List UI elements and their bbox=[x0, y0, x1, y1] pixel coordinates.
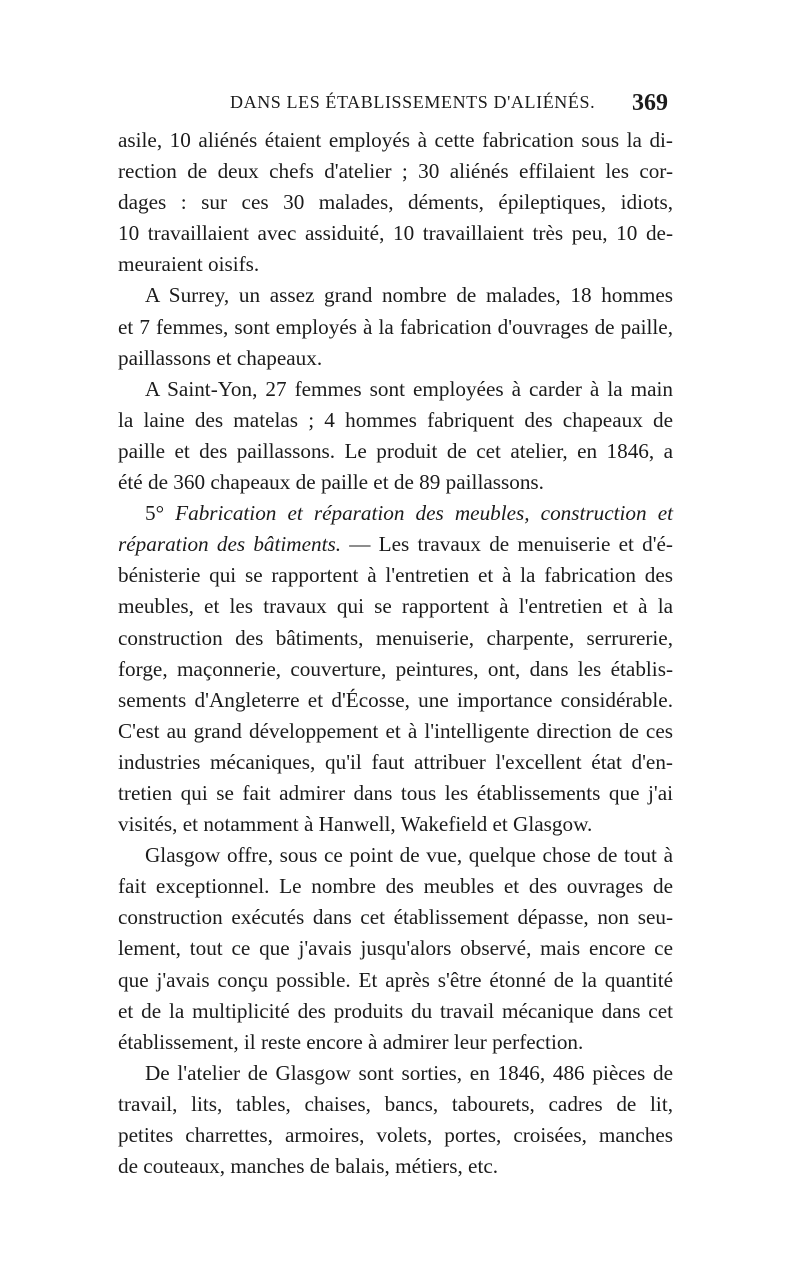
text-line: De l'atelier de Glasgow sont sorties, en 1846, 486 pièces de bbox=[145, 1060, 673, 1085]
text-line: meubles, et les travaux qui se rapportent à l'entretien et à la bbox=[118, 594, 673, 619]
text-line: visités, et notamment à Hanwell, Wakefield et Glasgow. bbox=[118, 812, 593, 837]
text-line: de couteaux, manches de balais, métiers, etc. bbox=[118, 1154, 499, 1179]
text-line: sements d'Angleterre et d'Écosse, une importance considérable. bbox=[118, 687, 673, 712]
page-number: 369 bbox=[632, 90, 668, 116]
text-line: forge, maçonnerie, couverture, peintures, ont, dans les établis- bbox=[118, 656, 673, 681]
text-line: bénisterie qui se rapportent à l'entretien et à la fabrication des bbox=[118, 563, 673, 588]
text-line: fait exceptionnel. Le nombre des meubles et des ouvrages de bbox=[118, 874, 673, 899]
section-heading-line bbox=[118, 498, 673, 529]
text-line: Glasgow offre, sous ce point de vue, quelque chose de tout à bbox=[145, 843, 673, 868]
text-line: rection de deux chefs d'atelier ; 30 aliénés effilaient les cor- bbox=[118, 159, 673, 184]
text-line: A Surrey, un assez grand nombre de malades, 18 hommes bbox=[145, 283, 673, 308]
text-line: été de 360 chapeaux de paille et de 89 paillassons. bbox=[118, 470, 544, 495]
section-number: 5° bbox=[145, 501, 176, 526]
text-line: établissement, il reste encore à admirer leur perfection. bbox=[118, 1029, 584, 1054]
body-text bbox=[118, 125, 673, 1182]
section-title-part: réparation des bâtiments. bbox=[118, 532, 342, 557]
text-line: construction exécutés dans cet établissement dépasse, non seu- bbox=[118, 905, 673, 930]
text-line: que j'avais conçu possible. Et après s'être étonné de la quantité bbox=[118, 967, 673, 992]
text-line: et de la multiplicité des produits du travail mécanique dans cet bbox=[118, 998, 673, 1023]
text-line: A Saint-Yon, 27 femmes sont employées à carder à la main bbox=[145, 376, 673, 401]
section-heading-line bbox=[118, 529, 673, 560]
running-title: DANS LES ÉTABLISSEMENTS D'ALIÉNÉS. bbox=[230, 92, 596, 112]
section-title-part: Fabrication et réparation des meubles, construction et bbox=[175, 501, 673, 526]
text-line: petites charrettes, armoires, volets, portes, croisées, manches bbox=[118, 1123, 673, 1147]
text-line: construction des bâtiments, menuiserie, charpente, serrurerie, bbox=[118, 625, 673, 650]
text-line: dages : sur ces 30 malades, déments, épileptiques, idiots, bbox=[118, 190, 673, 215]
text-line: paillassons et chapeaux. bbox=[118, 345, 323, 370]
text-line: travail, lits, tables, chaises, bancs, tabourets, cadres de lit, bbox=[118, 1091, 673, 1116]
text-line: paille et des paillassons. Le produit de cet atelier, en 1846, a bbox=[118, 438, 673, 463]
running-head bbox=[118, 92, 670, 120]
text-line: la laine des matelas ; 4 hommes fabriquent des chapeaux de bbox=[118, 407, 673, 432]
section-text: — Les travaux de menuiserie et d'é- bbox=[341, 532, 673, 557]
text-line: C'est au grand développement et à l'intelligente direction de ces bbox=[118, 718, 673, 743]
text-line: 10 travaillaient avec assiduité, 10 travaillaient très peu, 10 de- bbox=[118, 221, 673, 246]
text-line: asile, 10 aliénés étaient employés à cette fabrication sous la di- bbox=[118, 128, 673, 152]
text-line: meuraient oisifs. bbox=[118, 252, 260, 277]
text-line: tretien qui se fait admirer dans tous les établissements que j'ai bbox=[118, 780, 673, 805]
text-line: industries mécaniques, qu'il faut attribuer l'excellent état d'en- bbox=[118, 749, 673, 774]
text-line: et 7 femmes, sont employés à la fabrication d'ouvrages de paille, bbox=[118, 314, 673, 339]
text-line: lement, tout ce que j'avais jusqu'alors observé, mais encore ce bbox=[118, 936, 673, 961]
